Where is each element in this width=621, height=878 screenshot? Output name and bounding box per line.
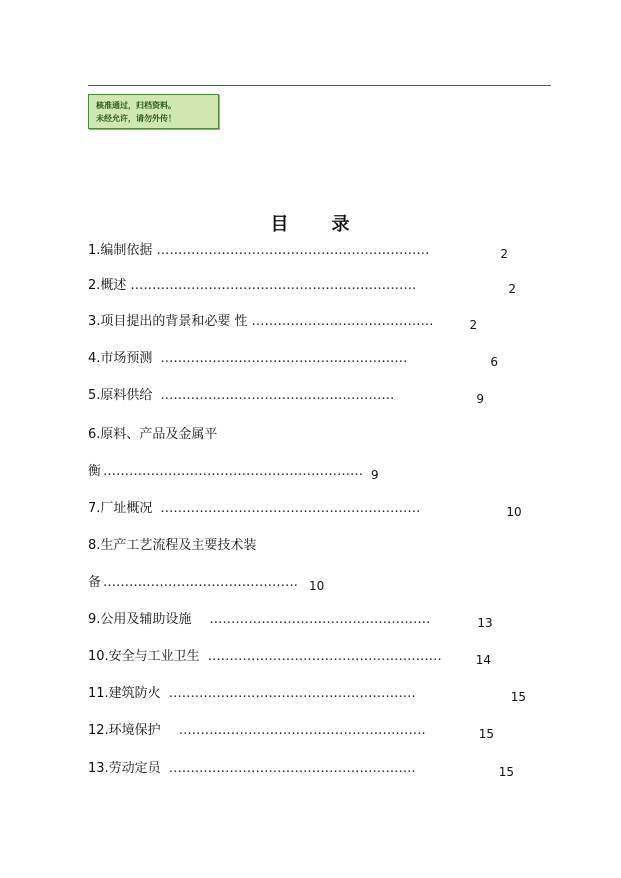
- toc-entry-label: 2.概述: [88, 278, 127, 293]
- toc-entry-leader: …………………………………………………: [178, 723, 426, 738]
- toc-title-right: 录: [331, 214, 351, 235]
- toc-entry-label: 12.环境保护: [88, 723, 161, 738]
- toc-entry-page: 15: [498, 765, 514, 779]
- toc-entry-page: 2: [508, 282, 517, 296]
- toc-entry-leader: ………………………………………………: [160, 388, 395, 403]
- toc-entry-13[interactable]: [88, 759, 538, 779]
- toc-entry-label: 6.原料、产品及金属平: [88, 427, 218, 442]
- toc-entry-label: 3.项目提出的背景和必要 性: [88, 314, 248, 329]
- toc-entry-page: 13: [477, 616, 493, 630]
- toc-entry-8-cont[interactable]: [88, 573, 348, 593]
- toc-entry-12[interactable]: [88, 721, 520, 741]
- toc-entry-7[interactable]: [88, 499, 548, 519]
- toc-entry-leader: …………………………………………………: [168, 686, 416, 701]
- toc-title: [0, 210, 621, 236]
- toc-entry-leader: …………………………………………………………: [130, 278, 417, 293]
- toc-entry-11[interactable]: [88, 684, 528, 704]
- toc-entry-6[interactable]: [88, 425, 388, 445]
- toc-entry-leader: ……………………………………………………: [160, 501, 421, 516]
- toc-title-left: 目: [270, 214, 290, 235]
- toc-entry-leader: ……………………………………………: [209, 612, 431, 627]
- stamp-line-2: 未经允许，请勿外传！: [96, 114, 176, 123]
- toc-entry-4[interactable]: [88, 349, 528, 369]
- toc-entry-page: 2: [469, 318, 478, 332]
- toc-entry-label: 1.编制依据: [88, 243, 153, 258]
- toc-entry-1[interactable]: [88, 241, 534, 261]
- toc-entry-3[interactable]: [88, 312, 534, 332]
- toc-entry-page: 14: [475, 653, 491, 667]
- toc-entry-label: 5.原料供给: [88, 388, 153, 403]
- toc-entry-page: 15: [510, 690, 526, 704]
- header-rule: [88, 85, 551, 86]
- toc-entry-label: 11.建筑防火: [88, 686, 161, 701]
- toc-entry-leader: ………………………………………………………: [156, 243, 430, 258]
- stamp-line-1: 核准通过，归档资料。: [96, 101, 176, 110]
- toc-entry-label: 7.厂址概况: [88, 501, 153, 516]
- toc-entry-label: 衡: [88, 464, 102, 479]
- toc-entry-leader: ……………………………………………………: [103, 464, 364, 479]
- approval-stamp: [88, 94, 219, 129]
- toc-entry-label: 4.市场预测: [88, 351, 153, 366]
- toc-entry-leader: ………………………………………………: [207, 649, 442, 664]
- toc-entry-page: 9: [371, 468, 379, 482]
- toc-entry-8[interactable]: [88, 536, 408, 556]
- toc-entry-page: 10: [506, 505, 522, 519]
- toc-entry-leader: …………………………………………………: [160, 351, 408, 366]
- toc-entry-leader: ………………………………………: [103, 575, 299, 590]
- toc-entry-label: 备: [88, 575, 102, 590]
- toc-entry-page: 6: [490, 355, 499, 369]
- toc-entry-5[interactable]: [88, 386, 508, 406]
- toc-entry-page: 9: [476, 392, 485, 406]
- toc-entry-9[interactable]: [88, 610, 538, 630]
- toc-entry-label: 13.劳动定员: [88, 761, 161, 776]
- toc-entry-leader: ……………………………………: [251, 314, 434, 329]
- toc-entry-page: 15: [478, 727, 494, 741]
- toc-entry-2[interactable]: [88, 276, 534, 296]
- toc-entry-leader: …………………………………………………: [168, 761, 416, 776]
- toc-entry-6-cont[interactable]: [88, 462, 398, 482]
- toc-entry-label: 9.公用及辅助设施: [88, 612, 192, 627]
- toc-entry-label: 8.生产工艺流程及主要技术装: [88, 538, 257, 553]
- toc-entry-page: 2: [500, 247, 509, 261]
- toc-entry-10[interactable]: [88, 647, 538, 667]
- toc-entry-page: 10: [309, 579, 325, 593]
- toc-entry-label: 10.安全与工业卫生: [88, 649, 200, 664]
